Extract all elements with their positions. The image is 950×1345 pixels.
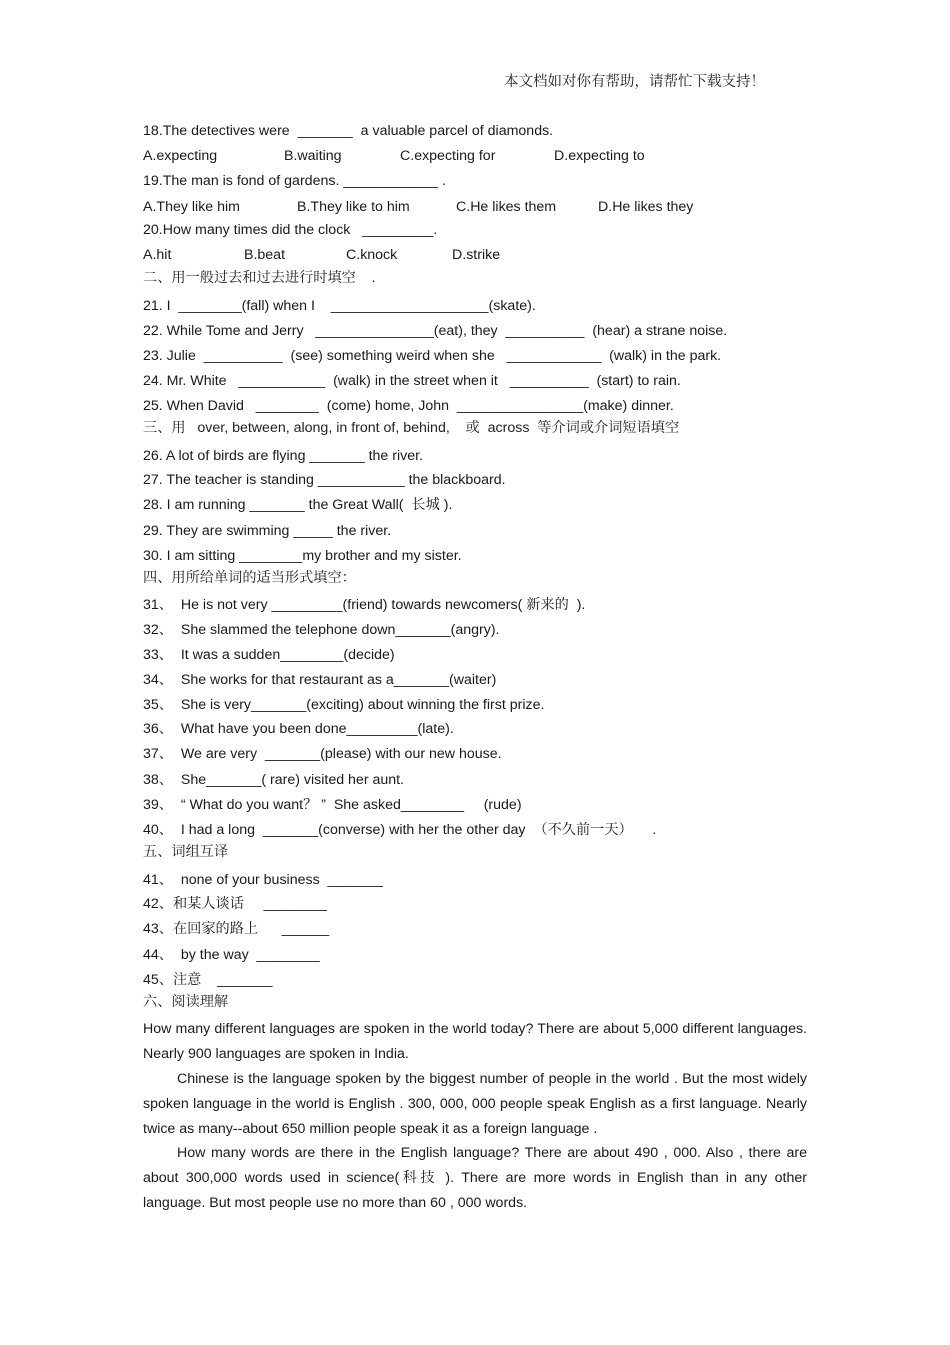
option-d: D.strike bbox=[452, 247, 501, 263]
option-d: D.expecting to bbox=[554, 148, 645, 164]
option-a: A.expecting bbox=[143, 148, 218, 164]
question-22: 22. While Tome and Jerry _______________(eat), they __________ (hear) a strane noise. bbox=[143, 323, 728, 339]
question-24: 24. Mr. White ___________ (walk) in the street when it __________ (start) to rain. bbox=[143, 373, 681, 389]
question-43: 43、在回家的路上 ______ bbox=[143, 921, 330, 937]
option-c: C.He likes them bbox=[456, 199, 557, 215]
question-40: 40、 I had a long _______(converse) with her the other day （不久前一天） . bbox=[143, 822, 657, 838]
question-26: 26. A lot of birds are flying _______ the river. bbox=[143, 448, 423, 464]
question-18: 18.The detectives were _______ a valuable parcel of diamonds. bbox=[143, 123, 554, 139]
question-25: 25. When David ________ (come) home, John ________________(make) dinner. bbox=[143, 398, 674, 414]
question-29: 29. They are swimming _____ the river. bbox=[143, 523, 392, 539]
question-39: 39、 “ What do you want？ ” She asked________ (rude) bbox=[143, 797, 522, 813]
question-45: 45、注意 _______ bbox=[143, 972, 273, 988]
option-b: B.beat bbox=[244, 247, 286, 263]
question-35: 35、 She is very_______(exciting) about winning the first prize. bbox=[143, 697, 545, 713]
reading-paragraph-2: Chinese is the language spoken by the biggest number of people in the world . But the most widely spoken language in the world is English . 300, 000, 000 people speak English as a first language. Nearly twice as many--about 650 million people speak it as a foreign language . bbox=[143, 1071, 807, 1137]
option-c: C.expecting for bbox=[400, 148, 496, 164]
question-23: 23. Julie __________ (see) something weird when she ____________ (walk) in the park. bbox=[143, 348, 722, 364]
question-32: 32、 She slammed the telephone down_______(angry). bbox=[143, 622, 500, 638]
question-21: 21. I ________(fall) when I ____________________(skate). bbox=[143, 298, 536, 314]
question-28: 28. I am running _______ the Great Wall( 长城 ). bbox=[143, 497, 453, 513]
option-b: B.waiting bbox=[284, 148, 342, 164]
option-a: A.hit bbox=[143, 247, 172, 263]
question-38: 38、 She_______( rare) visited her aunt. bbox=[143, 772, 405, 788]
question-36: 36、 What have you been done_________(late). bbox=[143, 721, 454, 737]
question-19: 19.The man is fond of gardens. ____________ . bbox=[143, 173, 446, 189]
option-c: C.knock bbox=[346, 247, 398, 263]
section-5-heading: 五、词组互译 bbox=[143, 844, 229, 860]
section-4-heading: 四、用所给单词的适当形式填空： bbox=[143, 570, 356, 586]
option-d: D.He likes they bbox=[598, 199, 694, 215]
question-30: 30. I am sitting ________my brother and my sister. bbox=[143, 548, 462, 564]
question-41: 41、 none of your business _______ bbox=[143, 872, 383, 888]
question-31: 31、 He is not very _________(friend) towards newcomers( 新来的 ). bbox=[143, 597, 586, 613]
question-20: 20.How many times did the clock _________. bbox=[143, 222, 438, 238]
question-27: 27. The teacher is standing ___________ the blackboard. bbox=[143, 472, 506, 488]
section-2-heading: 二、用一般过去和过去进行时填空 . bbox=[143, 270, 376, 286]
option-b: B.They like to him bbox=[297, 199, 410, 215]
section-6-heading: 六、阅读理解 bbox=[143, 994, 229, 1010]
question-33: 33、 It was a sudden________(decide) bbox=[143, 647, 395, 663]
section-3-heading: 三、用 over, between, along, in front of, behind, 或 across 等介词或介词短语填空 bbox=[143, 420, 680, 436]
header-note: 本文档如对你有帮助，请帮忙下载支持！ bbox=[504, 74, 765, 90]
reading-paragraph-1: How many different languages are spoken in the world today? There are about 5,000 different languages. Nearly 900 languages are spoken in India. bbox=[143, 1021, 807, 1062]
question-44: 44、 by the way ________ bbox=[143, 947, 320, 963]
reading-paragraph-3: How many words are there in the English language? There are about 490 , 000. Also , there are about 300,000 words used in science(科技 ). There are more words in English than in any other language. But most people use no more than 60 , 000 words. bbox=[143, 1145, 807, 1211]
question-42: 42、和某人谈话 ________ bbox=[143, 896, 327, 912]
question-34: 34、 She works for that restaurant as a_______(waiter) bbox=[143, 672, 497, 688]
question-37: 37、 We are very _______(please) with our new house. bbox=[143, 746, 502, 762]
option-a: A.They like him bbox=[143, 199, 240, 215]
